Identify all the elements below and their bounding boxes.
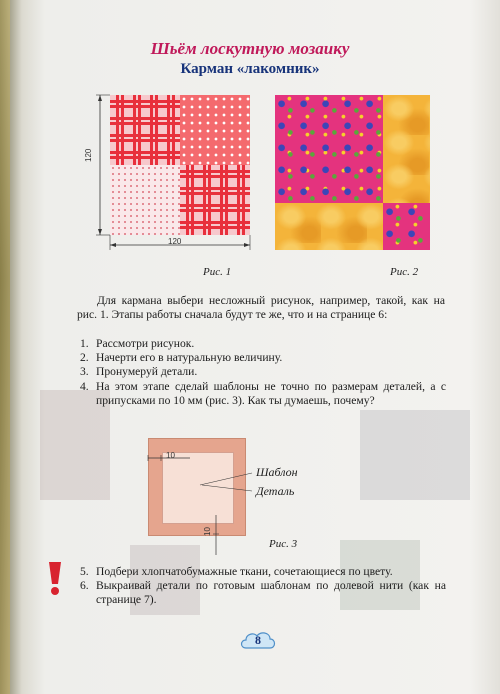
list-item: 1. Рассмотри рисунок. [80, 337, 195, 350]
page-number: 8 [255, 633, 261, 647]
gold-patch [275, 203, 383, 250]
allowance-label-bottom: 10 [203, 527, 212, 536]
figure-1-dimension-lines [88, 90, 258, 255]
figure-2-caption: Рис. 2 [390, 266, 419, 278]
figure-1-caption: Рис. 1 [203, 266, 232, 278]
list-item: 6. Выкраивай детали по готовым шаблонам по долевой нити (как на странице 7). [80, 579, 446, 607]
book-binding [0, 0, 10, 694]
list-item: 5. Подбери хлопчатобумажные ткани, сочетающиеся по цвету. [80, 565, 393, 578]
figure-2-fabric [275, 95, 430, 250]
floral-patch [275, 95, 383, 203]
figure-3-caption: Рис. 3 [269, 538, 298, 550]
width-dimension-label: 120 [168, 237, 182, 246]
template-label: Шаблон [256, 465, 298, 479]
intro-paragraph: Для кармана выбери несложный рисунок, например, такой, как на рис. 1. Этапы работы сначала будут те же, что и на странице 6: [77, 294, 445, 322]
height-dimension-label: 120 [84, 148, 93, 162]
steps-list-continued [80, 565, 446, 608]
list-item: 4. На этом этапе сделай шаблоны не точно по размерам деталей, а с припусками по 10 мм (рис. 3). Как ты думаешь, почему? [80, 379, 446, 407]
exclamation-icon [44, 560, 66, 596]
page-title: Шьём лоскутную мозаику [150, 39, 350, 58]
show-through-shadow [360, 410, 470, 500]
floral-patch [383, 203, 430, 250]
steps-list [80, 337, 446, 408]
page-subtitle: Карман «лакомник» [180, 61, 320, 77]
allowance-label-top: 10 [166, 451, 175, 460]
part-label: Деталь [256, 484, 295, 498]
gold-patch [383, 95, 430, 203]
list-item: 3. Пронумеруй детали. [80, 365, 198, 379]
list-item: 2. Начерти его в натуральную величину. [80, 351, 283, 365]
